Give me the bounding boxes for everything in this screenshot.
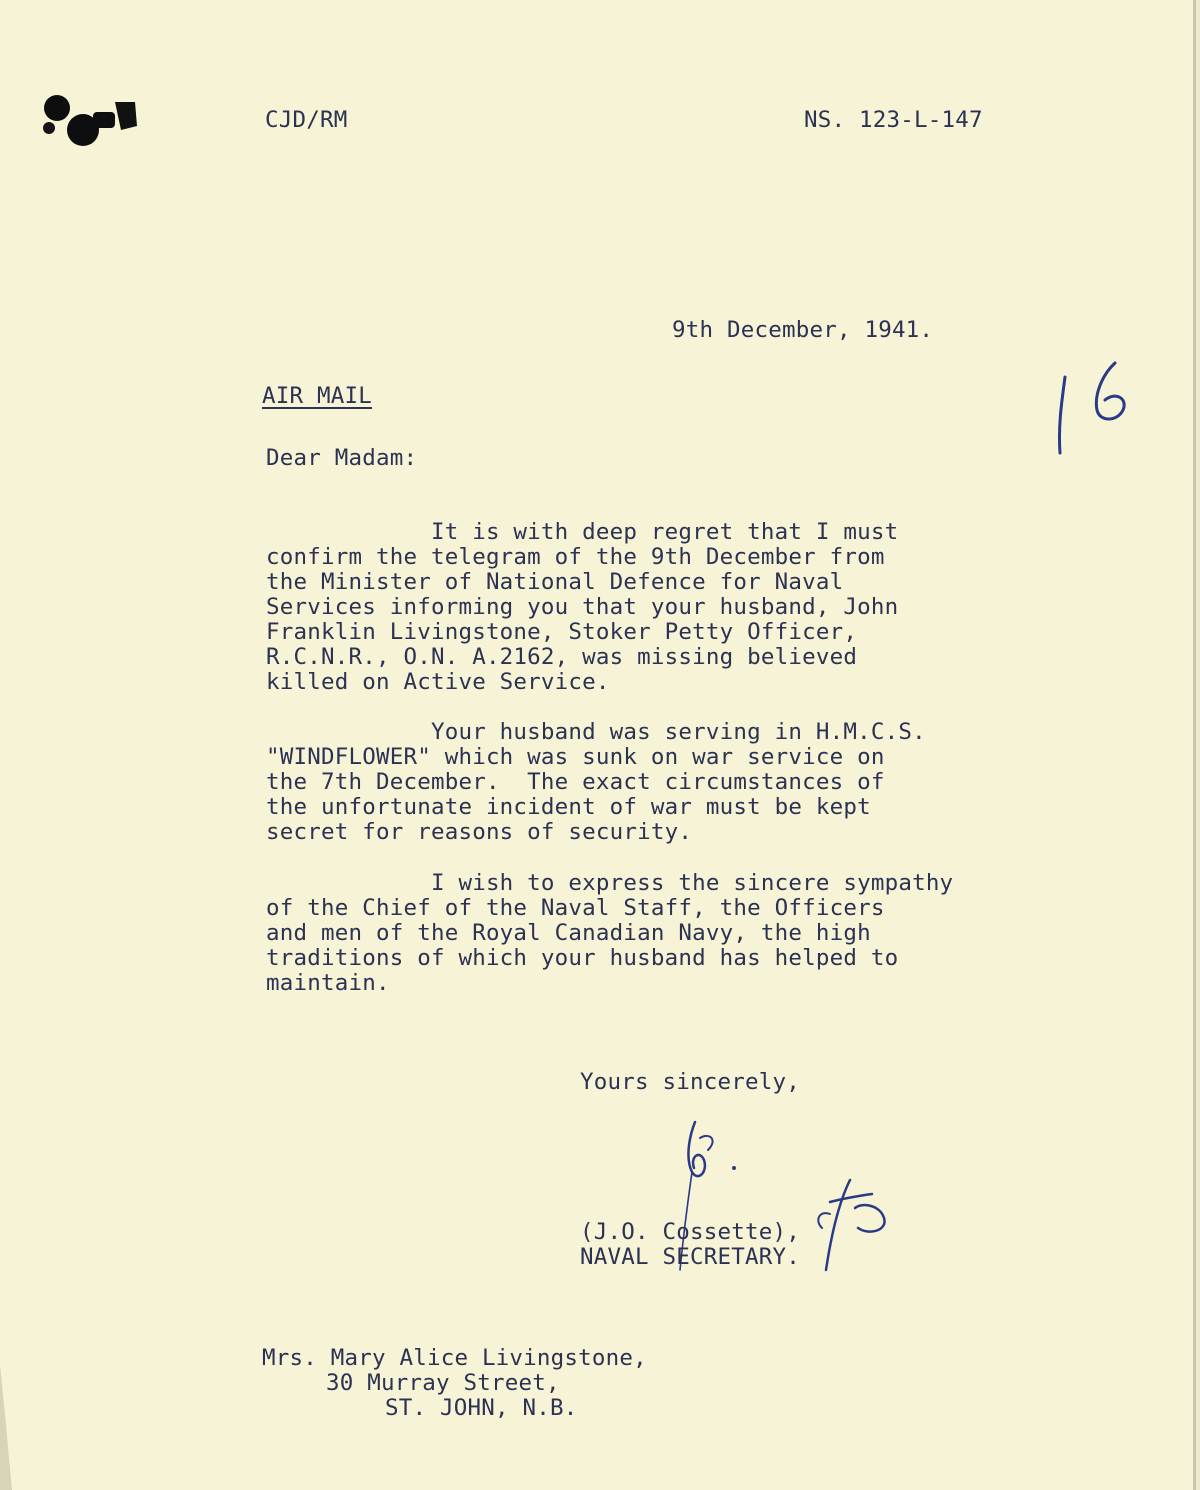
air-mail-label: AIR MAIL bbox=[262, 383, 372, 409]
body-line: Services informing you that your husband, John bbox=[266, 594, 899, 620]
recipient-city: ST. JOHN, N.B. bbox=[385, 1395, 578, 1421]
body-line: It is with deep regret that I must bbox=[266, 519, 899, 545]
body-line: the Minister of National Defence for Naval bbox=[266, 569, 844, 595]
signatory-title: NAVAL SECRETARY. bbox=[580, 1244, 800, 1270]
body-line: Franklin Livingstone, Stoker Petty Officer, bbox=[266, 619, 858, 645]
body-line: R.C.N.R., O.N. A.2162, was missing believed bbox=[266, 644, 858, 670]
signatory-name: (J.O. Cossette), bbox=[580, 1219, 800, 1245]
body-line: maintain. bbox=[266, 970, 390, 996]
body-line: the 7th December. The exact circumstances of bbox=[266, 769, 885, 795]
punch-holes bbox=[35, 90, 145, 160]
handwritten-number-drawing bbox=[1040, 355, 1140, 465]
letter-date: 9th December, 1941. bbox=[672, 317, 934, 343]
body-line: Your husband was serving in H.M.C.S. bbox=[266, 719, 926, 745]
body-line: I wish to express the sincere sympathy bbox=[266, 870, 954, 896]
body-line: "WINDFLOWER" which was sunk on war service on bbox=[266, 744, 885, 770]
file-number: NS. 123-L-147 bbox=[804, 107, 983, 133]
closing: Yours sincerely, bbox=[580, 1069, 800, 1095]
body-line: confirm the telegram of the 9th December from bbox=[266, 544, 885, 570]
body-line: of the Chief of the Naval Staff, the Officers bbox=[266, 895, 885, 921]
reference-initials: CJD/RM bbox=[265, 107, 348, 133]
body-line: and men of the Royal Canadian Navy, the high bbox=[266, 920, 871, 946]
body-line: killed on Active Service. bbox=[266, 669, 610, 695]
body-line: secret for reasons of security. bbox=[266, 819, 693, 845]
salutation: Dear Madam: bbox=[266, 445, 418, 471]
handwritten-number bbox=[1040, 355, 1140, 465]
recipient-street: 30 Murray Street, bbox=[326, 1370, 560, 1396]
body-line: traditions of which your husband has helped to bbox=[266, 945, 899, 971]
page-edge-crease bbox=[0, 1365, 12, 1490]
body-line: the unfortunate incident of war must be kept bbox=[266, 794, 871, 820]
recipient-name: Mrs. Mary Alice Livingstone, bbox=[262, 1345, 647, 1371]
